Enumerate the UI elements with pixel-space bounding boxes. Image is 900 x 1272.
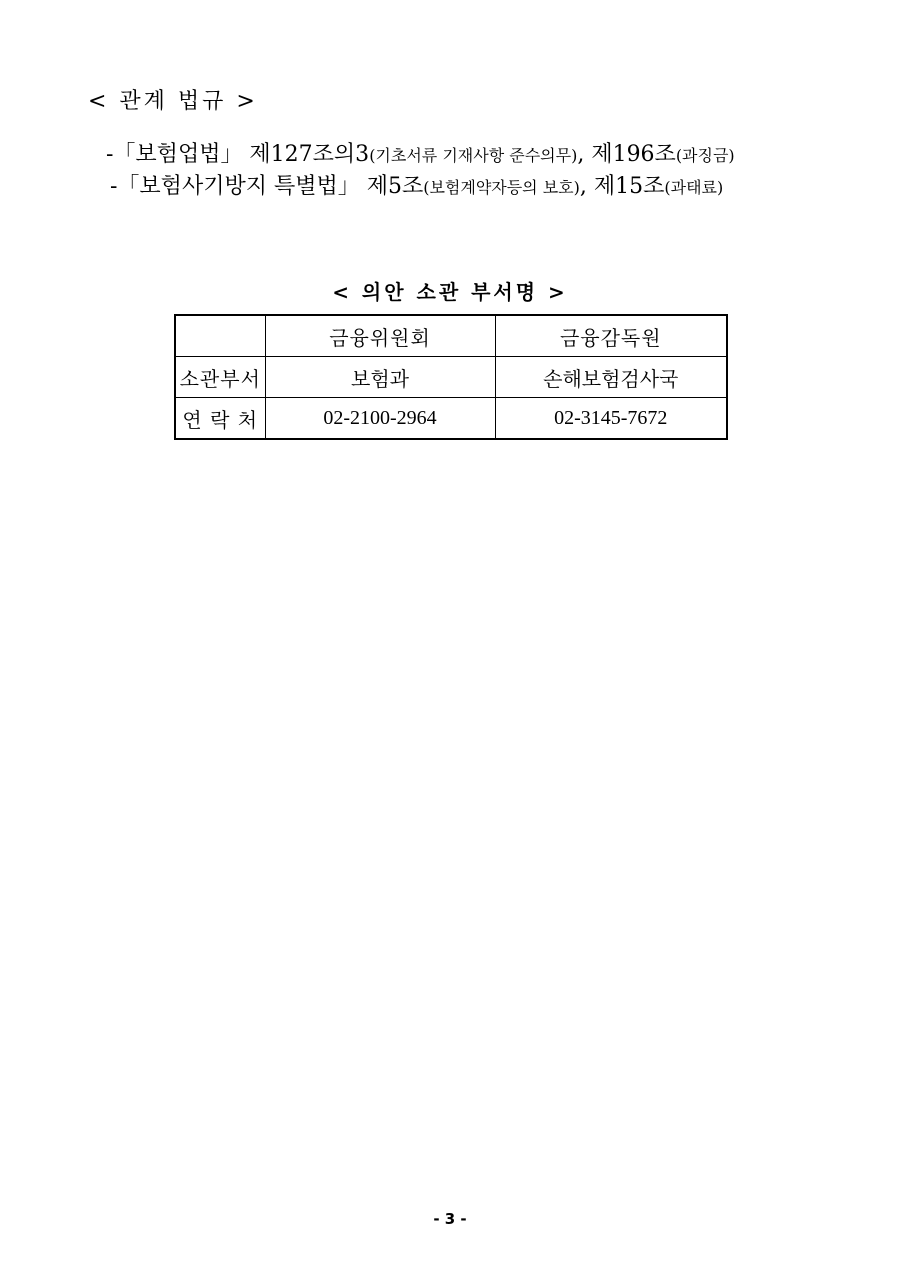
law-reference: -「보험사기방지 특별법」 제5조	[110, 174, 424, 199]
table-title: < 의안 소관 부서명 >	[332, 280, 568, 304]
law-reference: , 제15조	[579, 174, 665, 199]
law-reference: , 제196조	[577, 142, 676, 167]
table-header-cell	[175, 315, 265, 357]
table-header-row	[175, 315, 727, 357]
section-heading-related-laws: < 관계 법규 >	[88, 89, 258, 114]
department-table	[174, 314, 728, 440]
table-header-cell: 금융위원회	[265, 315, 495, 357]
table-cell-phone: 02-3145-7672	[495, 398, 727, 440]
law-note: (보험계약자등의 보호)	[423, 178, 580, 197]
table-row	[175, 398, 727, 440]
page-number: - 3 -	[433, 1210, 467, 1228]
table-row	[175, 357, 727, 398]
table-header-cell: 금융감독원	[495, 315, 727, 357]
row-label: 소관부서	[175, 357, 265, 398]
table-cell: 손해보험검사국	[495, 357, 727, 398]
table-cell-phone: 02-2100-2964	[265, 398, 495, 440]
law-note: (과태료)	[664, 178, 724, 197]
law-reference: -「보험업법」 제127조의3	[106, 142, 370, 167]
law-note: (과징금)	[675, 146, 735, 165]
law-item	[110, 172, 723, 203]
law-item	[106, 140, 735, 171]
law-note: (기초서류 기재사항 준수의무)	[369, 146, 578, 165]
row-label: 연 락 처	[175, 398, 265, 440]
table-cell: 보험과	[265, 357, 495, 398]
